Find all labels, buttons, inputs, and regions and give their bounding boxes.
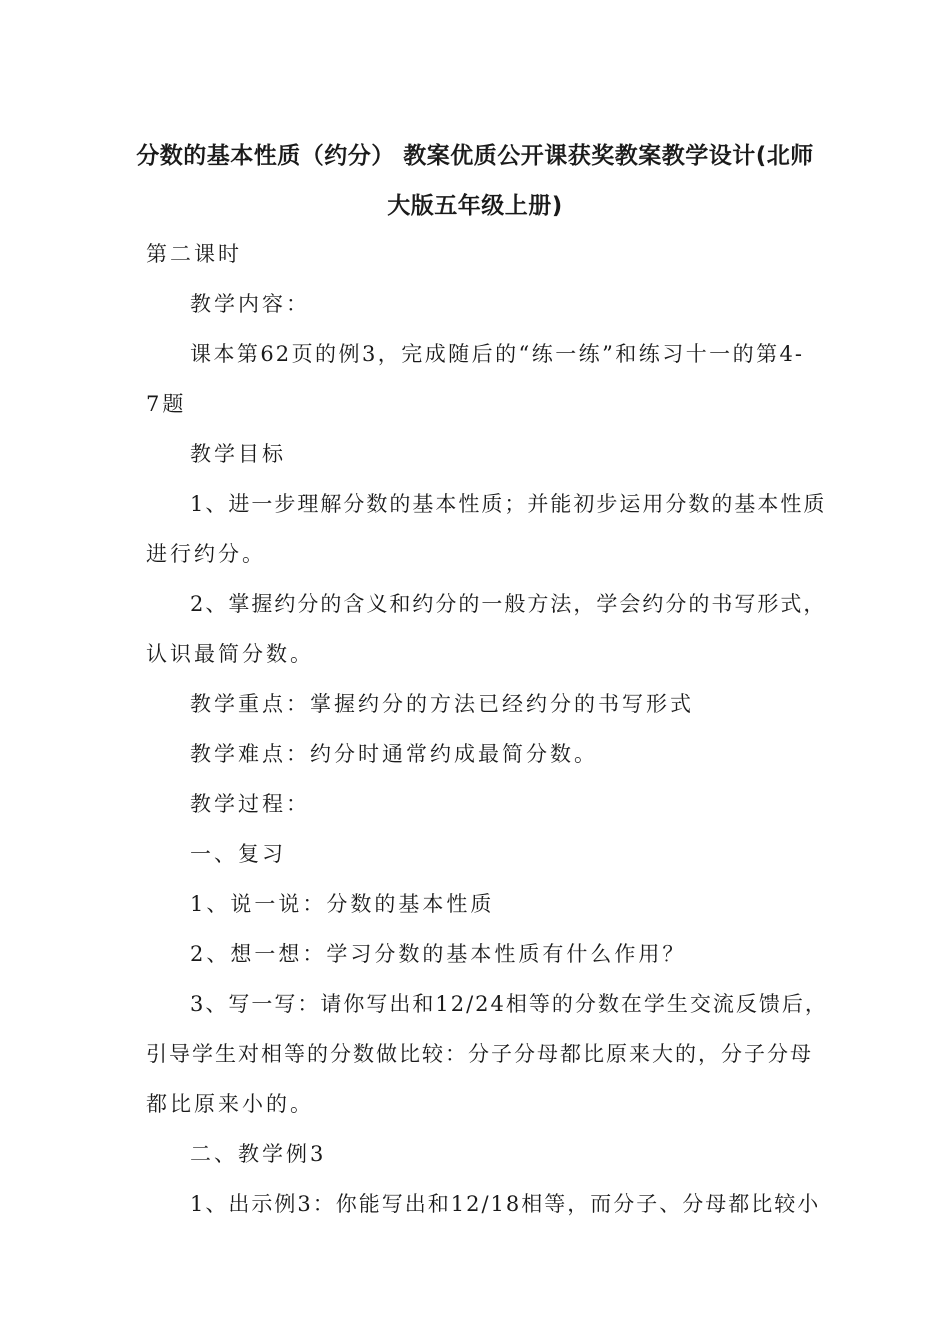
paragraph-line: 2、想一想：学习分数的基本性质有什么作用？ [190, 942, 687, 966]
paragraph-line: 2、掌握约分的含义和约分的一般方法，学会约分的书写形式， [190, 592, 827, 616]
paragraph-line: 1、出示例3：你能写出和12/18相等，而分子、分母都比较小 [190, 1192, 821, 1216]
content-heading: 教学内容： [190, 292, 310, 316]
paragraph-line: 进行约分。 [146, 542, 266, 566]
paragraph-line: 1、说一说：分数的基本性质 [190, 892, 495, 916]
paragraph-line: 都比原来小的。 [146, 1092, 314, 1116]
paragraph-line: 7题 [146, 392, 187, 416]
document-title-line-1: 分数的基本性质（约分） 教案优质公开课获奖教案教学设计(北师 [136, 143, 814, 169]
process-heading: 教学过程： [190, 792, 310, 816]
difficulty-line: 教学难点：约分时通常约成最简分数。 [190, 742, 598, 766]
paragraph-line: 1、进一步理解分数的基本性质；并能初步运用分数的基本性质 [190, 492, 827, 516]
paragraph-line: 认识最简分数。 [146, 642, 314, 666]
example-heading: 二、教学例3 [190, 1142, 327, 1166]
document-title-line-2: 大版五年级上册) [387, 193, 563, 219]
objectives-heading: 教学目标 [190, 442, 286, 466]
review-heading: 一、复习 [190, 842, 286, 866]
paragraph-line: 课本第62页的例3，完成随后的“练一练”和练习十一的第4- [190, 342, 804, 366]
paragraph-line: 引导学生对相等的分数做比较：分子分母都比原来大的，分子分母 [146, 1042, 813, 1066]
key-point-line: 教学重点：掌握约分的方法已经约分的书写形式 [190, 692, 694, 716]
paragraph-line: 3、写一写：请你写出和12/24相等的分数在学生交流反馈后， [190, 992, 828, 1016]
section-heading: 第二课时 [146, 242, 242, 266]
